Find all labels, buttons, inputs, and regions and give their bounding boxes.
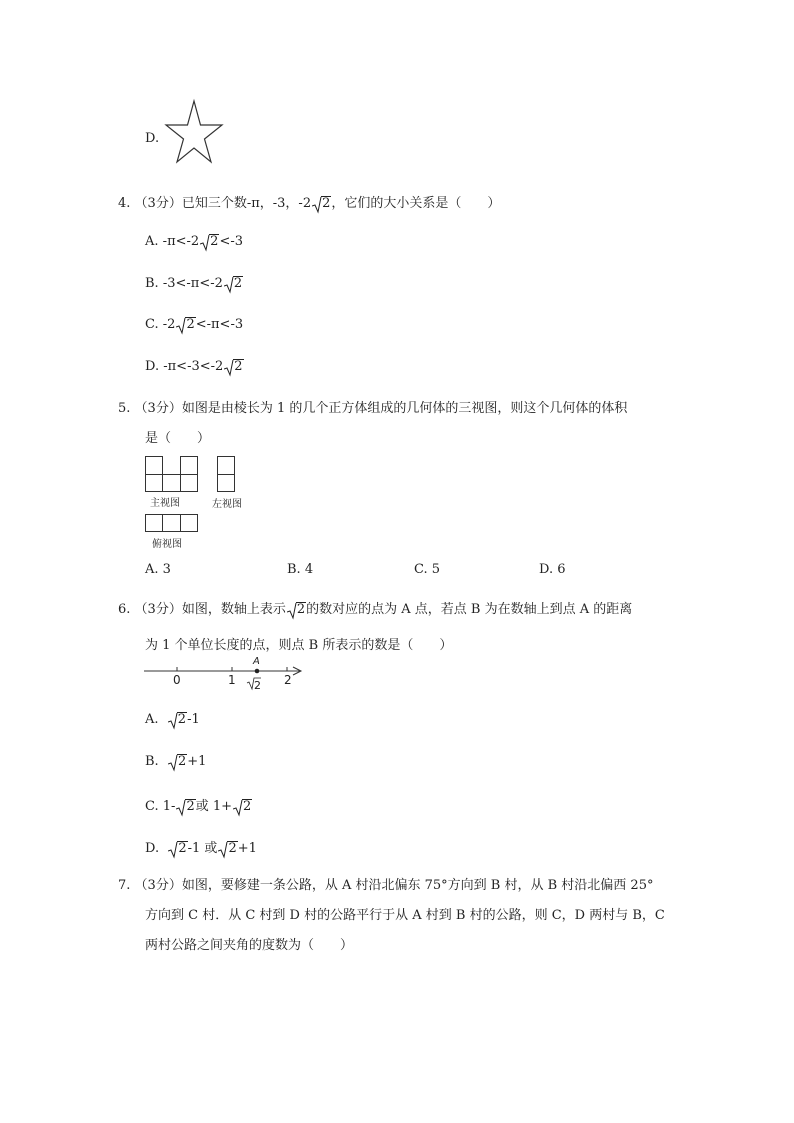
q5-option-d[interactable]: D. 6 [539, 562, 566, 577]
q5-option-c[interactable]: C. 5 [414, 562, 441, 577]
q4-option-c[interactable]: C. -2 2<-π<-3 [145, 317, 244, 332]
q6-option-c[interactable]: C. 1- 2或 1+ 2 [145, 799, 252, 814]
q3-option-d-label: D. [145, 131, 160, 146]
q6-option-b[interactable]: B. 2+1 [145, 754, 207, 769]
q7-stem-line1: 7. （3分）如图，要修建一条公路，从 A 村沿北偏东 75°方向到 B 村，从 B 村沿北偏西 25° [118, 878, 654, 893]
q5-stem-line2: 是（ ） [145, 431, 211, 446]
q6-option-a[interactable]: A. 2-1 [145, 712, 200, 727]
q5-stem-line1: 5. （3分）如图是由棱长为 1 的几个正方体组成的几何体的三视图，则这个几何体的体积 [118, 401, 628, 416]
q4-option-b[interactable]: B. -3<-π<-2 2 [145, 276, 243, 291]
sqrt-symbol: 2 [312, 196, 331, 211]
left-view-label: 左视图 [212, 499, 242, 510]
axis-point-label: A [253, 656, 260, 667]
q4-stem: 4. （3分）已知三个数-π，-3，-2 2，它们的大小关系是（ ） [118, 196, 501, 211]
axis-point-value: 2 [254, 679, 261, 692]
q6-stem-line2: 为 1 个单位长度的点，则点 B 所表示的数是（ ） [145, 638, 453, 653]
q6-option-d[interactable]: D. 2-1 或 2+1 [145, 841, 257, 856]
q7-stem-line2: 方向到 C 村．从 C 村到 D 村的公路平行于从 A 村到 B 村的公路，则 C，D 两村与 B，C [145, 908, 665, 923]
q5-option-a[interactable]: A. 3 [145, 562, 171, 577]
axis-label-2: 2 [284, 673, 292, 687]
q4-option-d[interactable]: D. -π<-3<-2 2 [145, 359, 243, 374]
axis-label-0: 0 [173, 673, 181, 687]
axis-label-1: 1 [228, 673, 236, 687]
q5-option-b[interactable]: B. 4 [287, 562, 314, 577]
q7-stem-line3: 两村公路之间夹角的度数为（ ） [145, 938, 354, 953]
q4-option-a[interactable]: A. -π<-2 2<-3 [145, 234, 244, 249]
front-view-label: 主视图 [150, 498, 180, 509]
top-view-label: 俯视图 [152, 539, 182, 550]
q6-stem-line1: 6. （3分）如图，数轴上表示 2的数对应的点为 A 点，若点 B 为在数轴上到点 A 的距离 [118, 602, 633, 617]
star-icon [164, 98, 224, 168]
